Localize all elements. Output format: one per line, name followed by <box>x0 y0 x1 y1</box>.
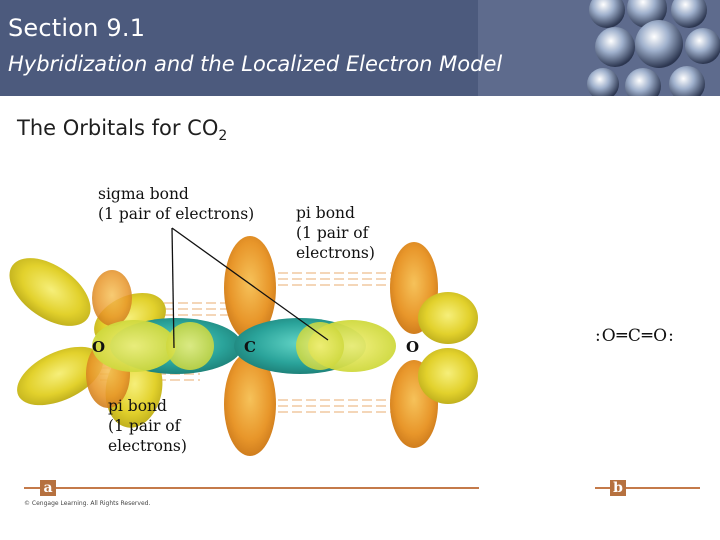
pi-bond-bottom-label-line-3: electrons) <box>108 437 187 455</box>
oxygen-right-orbitals <box>390 242 478 448</box>
atom-label-carbon: C <box>244 338 256 356</box>
atom-label-oxygen-right: O <box>406 338 420 356</box>
slide-heading-text: The Orbitals for CO <box>17 116 219 140</box>
sigma-bond-label-line-2: (1 pair of electrons) <box>98 205 255 223</box>
slide-heading-subscript: 2 <box>218 128 228 144</box>
section-subtitle: Hybridization and the Localized Electron Model <box>8 52 503 76</box>
pi-bond-top-label-line-3: electrons) <box>296 244 375 262</box>
sigma-bond-label <box>98 184 254 224</box>
atom-label-oxygen-left: O <box>92 338 106 356</box>
pi-bond-top-label-line-2: (1 pair of <box>296 224 369 242</box>
sigma-bond-label-line-1: sigma bond <box>98 185 189 203</box>
section-title: Section 9.1 <box>8 14 146 42</box>
pi-bond-bottom-label-line-1: pi bond <box>108 397 167 415</box>
co2-lewis-structure: :O═C═O: <box>595 326 675 346</box>
pi-bond-top-label <box>296 203 375 263</box>
panel-a-rule <box>24 487 479 489</box>
panel-b-label: b <box>610 480 626 496</box>
molecule-spheres-decoration <box>585 0 720 96</box>
pi-bond-bottom-label-line-2: (1 pair of <box>108 417 181 435</box>
panel-a-label: a <box>40 480 56 496</box>
pi-bond-top-label-line-1: pi bond <box>296 204 355 222</box>
copyright-notice: © Cengage Learning. All Rights Reserved. <box>24 500 151 507</box>
pi-bond-bottom-label <box>108 396 187 456</box>
slide-heading <box>17 116 227 144</box>
